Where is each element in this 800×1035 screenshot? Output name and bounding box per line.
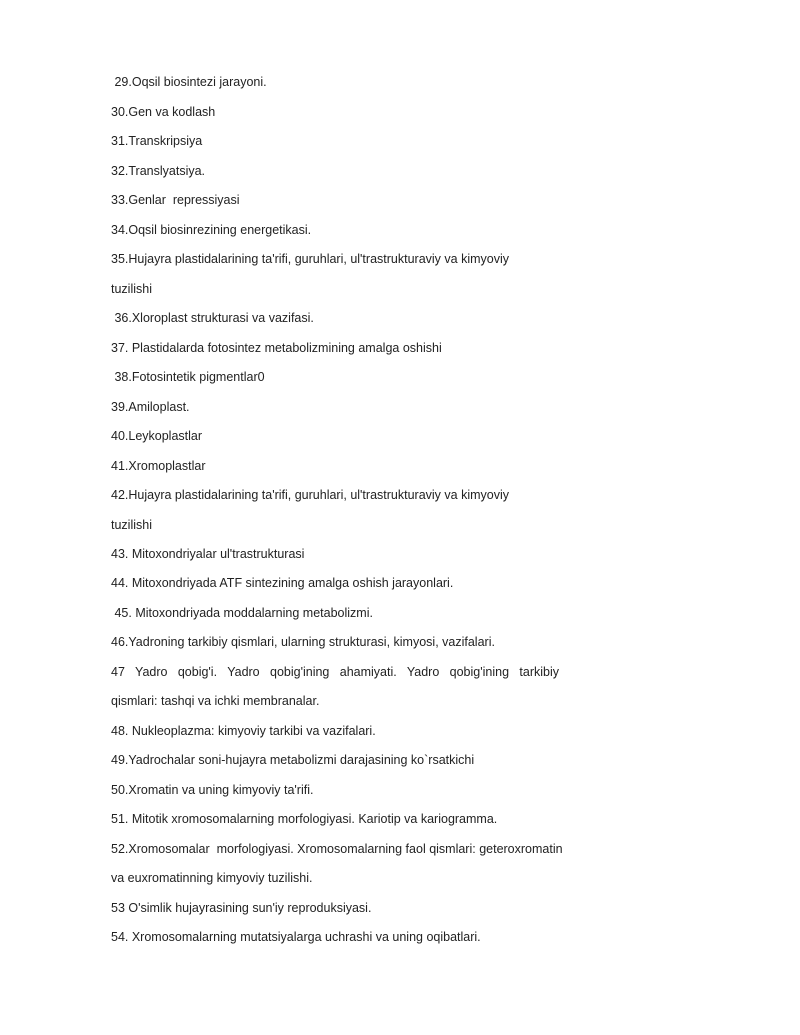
text-line: 39.Amiloplast. — [111, 400, 190, 414]
text-line: 43. Mitoxondriyalar ul'trastrukturasi — [111, 547, 305, 561]
text-line: 29.Oqsil biosintezi jarayoni. — [111, 75, 267, 89]
text-line: 54. Xromosomalarning mutatsiyalarga uchrashi va uning oqibatlari. — [111, 930, 481, 944]
text-line: tuzilishi — [111, 282, 152, 296]
text-line: 33.Genlar repressiyasi — [111, 193, 240, 207]
text-line: 35.Hujayra plastidalarining ta'rifi, guruhlari, ul'trastrukturaviy va kimyoviy — [111, 252, 509, 266]
text-line: 48. Nukleoplazma: kimyoviy tarkibi va vazifalari. — [111, 724, 376, 738]
text-line: 38.Fotosintetik pigmentlar0 — [111, 370, 265, 384]
text-line: 36.Xloroplast strukturasi va vazifasi. — [111, 311, 314, 325]
text-line: 50.Xromatin va uning kimyoviy ta'rifi. — [111, 783, 314, 797]
text-line: 47 Yadro qobig'i. Yadro qobig'ining ahamiyati. Yadro qobig'ining tarkibiy — [111, 665, 559, 679]
text-line: tuzilishi — [111, 518, 152, 532]
text-line: 46.Yadroning tarkibiy qismlari, ularning strukturasi, kimyosi, vazifalari. — [111, 635, 495, 649]
text-line: 44. Mitoxondriyada ATF sintezining amalga oshish jarayonlari. — [111, 576, 454, 590]
text-line: 34.Oqsil biosinrezining energetikasi. — [111, 223, 312, 237]
text-line: 49.Yadrochalar soni-hujayra metabolizmi darajasining ko`rsatkichi — [111, 753, 475, 767]
text-line: 42.Hujayra plastidalarining ta'rifi, guruhlari, ul'trastrukturaviy va kimyoviy — [111, 488, 509, 502]
text-line: 30.Gen va kodlash — [111, 105, 216, 119]
text-line: 51. Mitotik xromosomalarning morfologiyasi. Kariotip va kariogramma. — [111, 812, 498, 826]
text-line: 32.Translyatsiya. — [111, 164, 206, 178]
text-line: 31.Transkripsiya — [111, 134, 203, 148]
text-line: 53 O'simlik hujayrasining sun'iy reproduksiyasi. — [111, 901, 372, 915]
text-line: 41.Xromoplastlar — [111, 459, 206, 473]
text-line: 45. Mitoxondriyada moddalarning metabolizmi. — [111, 606, 373, 620]
text-line: va euxromatinning kimyoviy tuzilishi. — [111, 871, 313, 885]
text-line: qismlari: tashqi va ichki membranalar. — [111, 694, 320, 708]
text-line: 52.Xromosomalar morfologiyasi. Xromosomalarning faol qismlari: geteroxromatin — [111, 842, 563, 856]
text-line: 37. Plastidalarda fotosintez metabolizmining amalga oshishi — [111, 341, 442, 355]
text-line: 40.Leykoplastlar — [111, 429, 203, 443]
